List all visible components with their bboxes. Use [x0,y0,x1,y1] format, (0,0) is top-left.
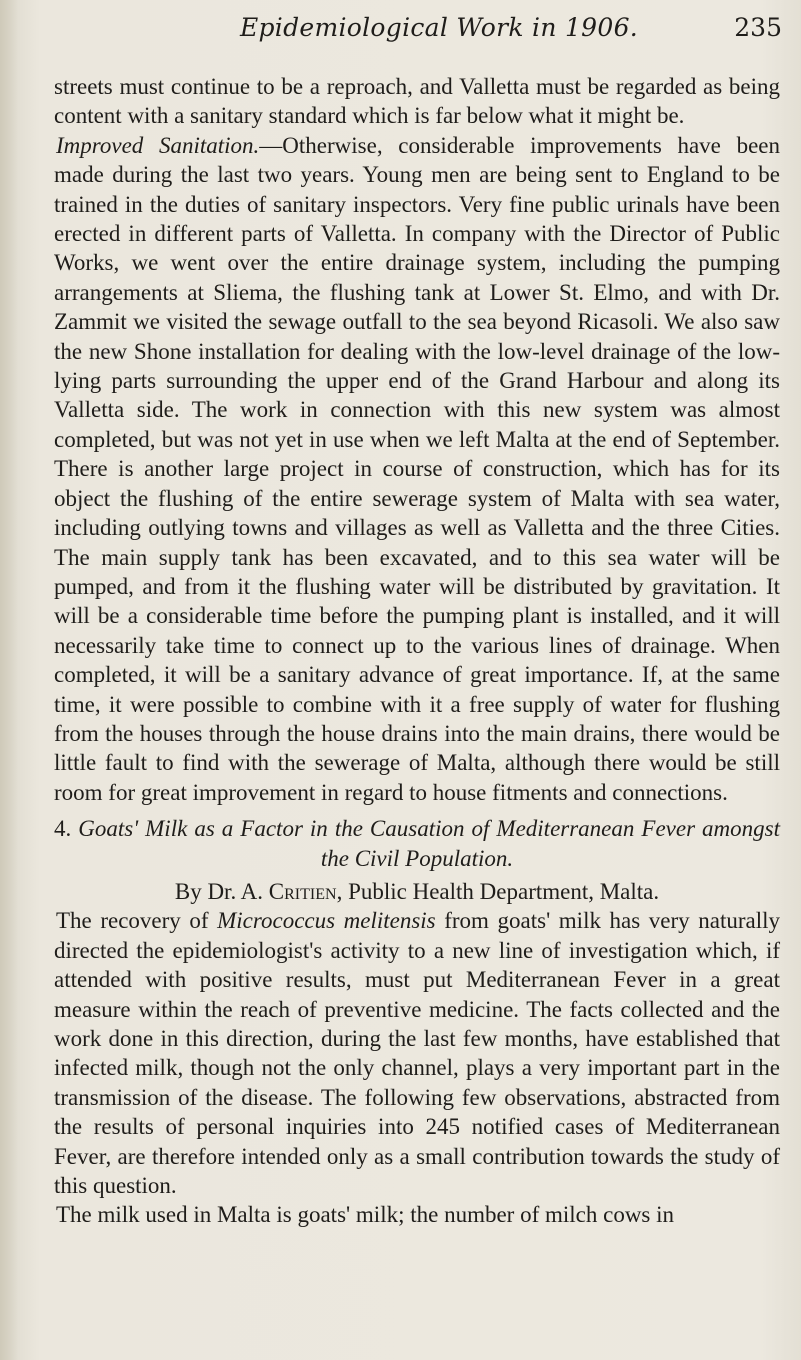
byline-author: Critien [268,878,337,904]
paragraph-milk-used: The milk used in Malta is goats' milk; the number of milch cows in [56,1202,675,1228]
running-title: Epidemiological Work in 1906. [239,13,639,42]
section-number: 4. [54,816,72,842]
paragraph-continuation: streets must continue to be a reproach, and Valletta must be regarded as being content with a sanitary standard which is far below what it might be. [54,74,780,129]
page-spine-shadow [0,0,18,1360]
species-name: Micrococcus melitensis [217,908,436,934]
section-title: Goats' Milk as a Factor in the Causation of Mediterranean Fever amongst the Civil Population. [78,816,780,871]
body-text [54,72,780,1230]
paragraph-improved-sanitation [54,131,780,807]
section-heading [54,814,780,873]
author-byline [54,877,780,906]
paragraph-sanitation-text: —Otherwise, considerable improvements have been made during the last two years. Young men are being sent to England to be trained in the duties of sanitary inspectors. Very fine public urinals have been erected in different parts of Valletta. In company with the Director of Public Works, we went over the entire drainage system, including the pumping arrangements at Sliema, the flushing tank at Lower St. Elmo, and with Dr. Zammit we visited the sewage outfall to the sea beyond Ricasoli. We also saw the new Shone installation for dealing with the low-level drainage of the low-lying parts surrounding the upper end of the Grand Harbour and along its Valletta side. The work in connection with this new system was almost completed, but was not yet in use when we left Malta at the end of September. There is another large project in course of construction, which has for its object the flushing of the entire sewerage system of Malta with sea water, including outlying towns and villages as well as Valletta and the three Cities. The main supply tank has been excavated, and to this sea water will be pumped, and from it the flushing water will be distributed by gravitation. It will be a considerable time before the pumping plant is installed, and it will necessarily take time to connect up to the various lines of drainage. When completed, it will be a sanitary advance of great importance. If, at the same time, it were possible to combine with it a free supply of water for flushing from the houses through the house drains into the main drains, there would be little fault to find with the sewerage of Malta, although there would be still room for great improvement in regard to house fitments and connections. [54,132,780,805]
byline-prefix: By Dr. A. [174,878,269,904]
page-header [60,8,782,48]
paragraph-goats-milk-start: The recovery of [56,908,218,934]
page-number: 235 [734,13,782,42]
byline-suffix: , Public Health Department, Malta. [336,878,660,904]
paragraph-goats-milk-rest: from goats' milk has very naturally directed the epidemiologist's activity to a new line of investigation which, if attended with positive results, must put Mediterranean Fever in a great measure within the reach of preventive medicine. The facts collected and the work done in this direction, during the last few months, have established that infected milk, though not the only channel, plays a very important part in the transmission of the disease. The following few observations, abstracted from the results of personal inquiries into 245 notified cases of Mediterranean Fever, are therefore intended only as a small contribution towards the study of this question. [54,908,780,1199]
subheading-improved-sanitation: Improved Sanitation. [56,132,260,158]
paragraph-goats-milk [54,906,780,1200]
